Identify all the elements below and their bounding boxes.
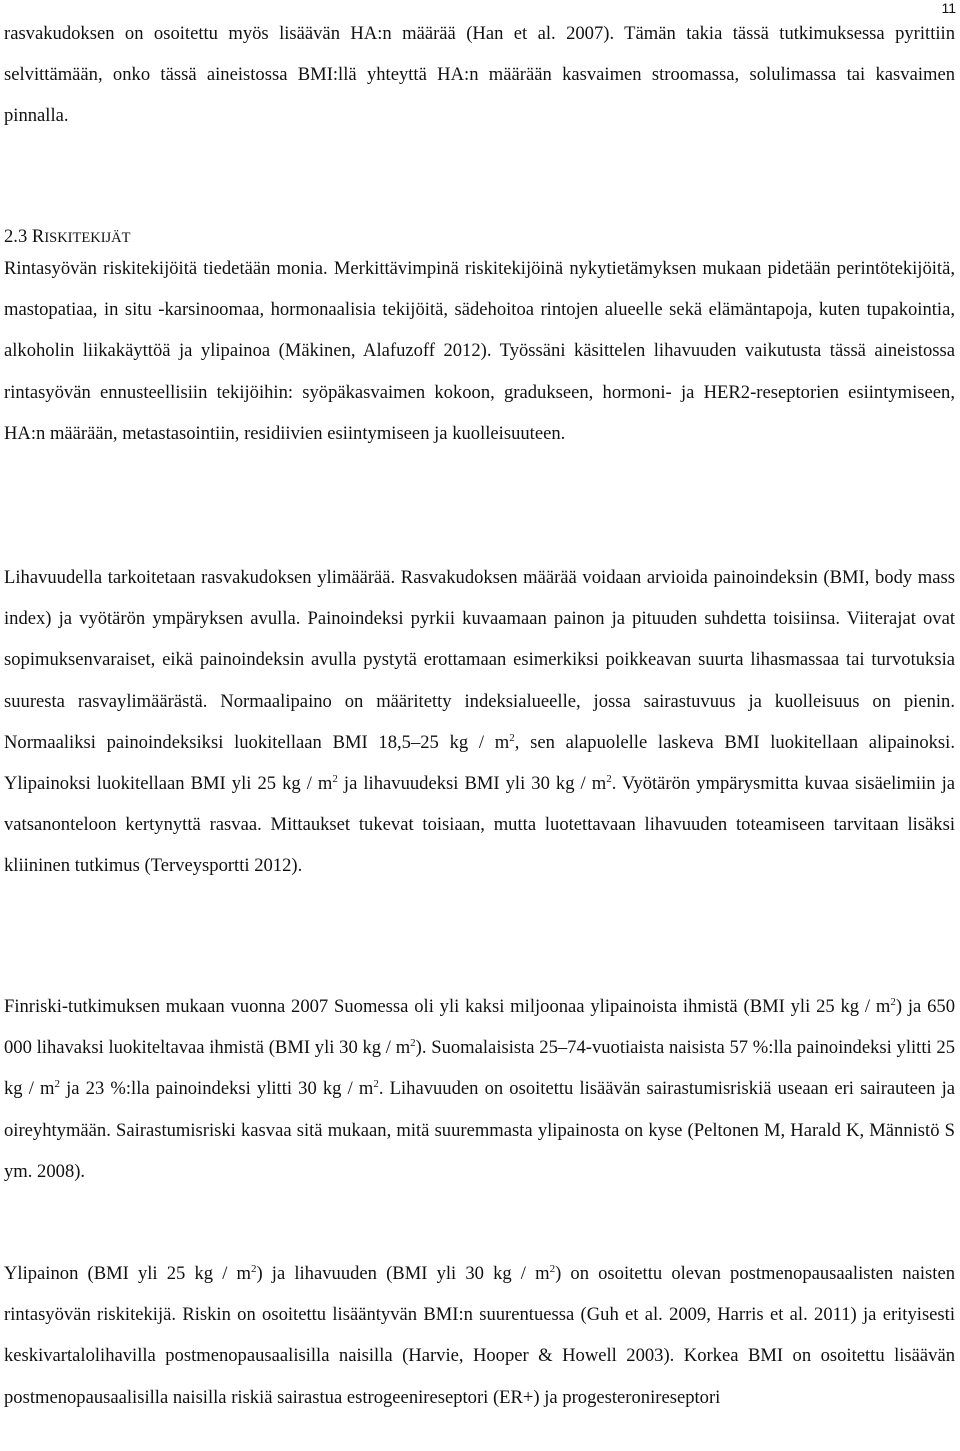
intro-paragraph: rasvakudoksen on osoitettu myös lisäävän HA:n määrää (Han et al. 2007). Tämän takia tässä tutkimuksessa pyrittiin selvittämään, onko tässä aineistossa BMI:llä yhteyttä HA:n määrään kasvaimen stroomassa, solulimassa tai kasvaimen pinnalla.: [4, 23, 955, 127]
superscript: 2: [549, 1263, 556, 1275]
superscript: 2: [54, 1078, 60, 1091]
paragraph-text: ). Suomalaisista 25–74-vuotiaista naisista 57 %:lla painoindeksi ylitti 25 kg / m: [4, 1037, 955, 1100]
superscript: 2: [509, 731, 515, 744]
paragraph-text: Finriski-tutkimuksen mukaan vuonna 2007 Suomessa oli yli kaksi miljoonaa ylipainoista ihmistä (BMI yli 25 kg / m: [4, 996, 891, 1017]
superscript: 2: [890, 996, 896, 1008]
paragraph-finriski: [4, 986, 955, 1192]
superscript: 2: [250, 1263, 257, 1275]
section-heading-initial: R: [31, 226, 45, 247]
paragraph-risk-factors: Rintasyövän riskitekijöitä tiedetään monia. Merkittävimpinä riskitekijöinä nykytietämyksen mukaan pidetään perintötekijöitä, mastopatiaa, in situ -karsinoomaa, hormonaalisia tekijöitä, sädehoitoa rintojen alueelle sekä elämäntapoja, kuten tupakointia, alkoholin liikakäyttöä ja ylipainoa (Mäkinen, Alafuzoff 2012). Työssäni käsittelen lihavuuden vaikutusta tässä aineistossa rintasyövän ennusteellisiin tekijöihin: syöpäkasvaimen kokoon, gradukseen, hormoni- ja HER2-reseptorien esiintymiseen, HA:n määrään, metastasointiin, residiivien esiintymiseen ja kuolleisuuteen.: [4, 258, 955, 444]
paragraph-text: Ylipainon (BMI yli 25 kg / m: [4, 1263, 251, 1284]
paragraph-text: , sen alapuolelle laskeva BMI luokitellaan alipainoksi. Ylipainoksi luokitellaan BMI yli 25 kg / m: [4, 731, 955, 795]
paragraph-text: ja 23 %:lla painoindeksi ylitti 30 kg / m: [59, 1078, 374, 1100]
paragraph-text: ) ja lihavuuden (BMI yli 30 kg / m: [256, 1263, 550, 1284]
superscript: 2: [373, 1078, 379, 1091]
paragraph-text: . Vyötärön ympärysmitta kuvaa sisäelimiin ja vatsanonteloon kertynyttä rasvaa. Mittaukset tukevat toisiaan, mutta luotettavaan lihavuuden toteamiseen tarvitaan lisäksi kliininen tutkimus (Terveysportti 2012).: [4, 773, 955, 877]
paragraph-obesity-definition: [4, 557, 955, 887]
paragraph-overweight-risk: [4, 1253, 955, 1418]
paragraph-text: ) on osoitettu olevan postmenopausaalisten naisten rintasyövän riskitekijä. Riskin on osoitettu lisääntyvän BMI:n suurentuessa (Guh et al. 2009, Harris et al. 2011) ja erityisesti keskivartalolihavilla postmenopausaalisilla naisilla (Harvie, Hooper & Howell 2003). Korkea BMI on osoitettu lisäävän postmenopausaalisilla naisilla riskiä sairastua estrogeenireseptori (ER+) ja progesteronireseptori: [4, 1263, 956, 1408]
page-number: 11: [941, 0, 956, 16]
section-heading-number: 2.3: [4, 226, 28, 247]
superscript: 2: [332, 773, 338, 786]
section-heading: [4, 226, 131, 249]
superscript: 2: [606, 773, 612, 786]
superscript: 2: [410, 1037, 416, 1050]
paragraph-text: Lihavuudella tarkoitetaan rasvakudoksen ylimäärää. Rasvakudoksen määrää voidaan arvioida painoindeksin (BMI, body mass index) ja vyötärön ympäryksen avulla. Painoindeksi pyrkii kuvaamaan painon ja pituuden suhdetta toisiinsa. Viiterajat ovat sopimuksenvaraiset, eikä painoindeksin avulla pystytä erottamaan esimerkiksi poikkeavan suurta lihasmassaa tai turvotuksia suuresta rasvaylimäärästä. Normaalipaino on määritetty indeksialueelle, jossa sairastuvuus ja kuolleisuus on pienin. Normaaliksi painoindeksiksi luokitellaan BMI 18,5–25 kg / m: [4, 567, 955, 753]
paragraph-text: . Lihavuuden on osoitettu lisäävän sairastumisriskiä useaan eri sairauteen ja oireyhtymään. Sairastumisriski kasvaa sitä mukaan, mitä suuremmasta ylipainosta on kyse (Peltonen M, Harald K, Männistö S ym. 2008).: [4, 1078, 955, 1182]
paragraph-text: ja lihavuudeksi BMI yli 30 kg / m: [337, 773, 607, 795]
section-heading-rest: ISKITEKIJÄT: [44, 230, 131, 246]
paragraph-text: ) ja 650 000 lihavaksi luokiteltavaa ihmistä (BMI yli 30 kg / m: [4, 996, 955, 1059]
